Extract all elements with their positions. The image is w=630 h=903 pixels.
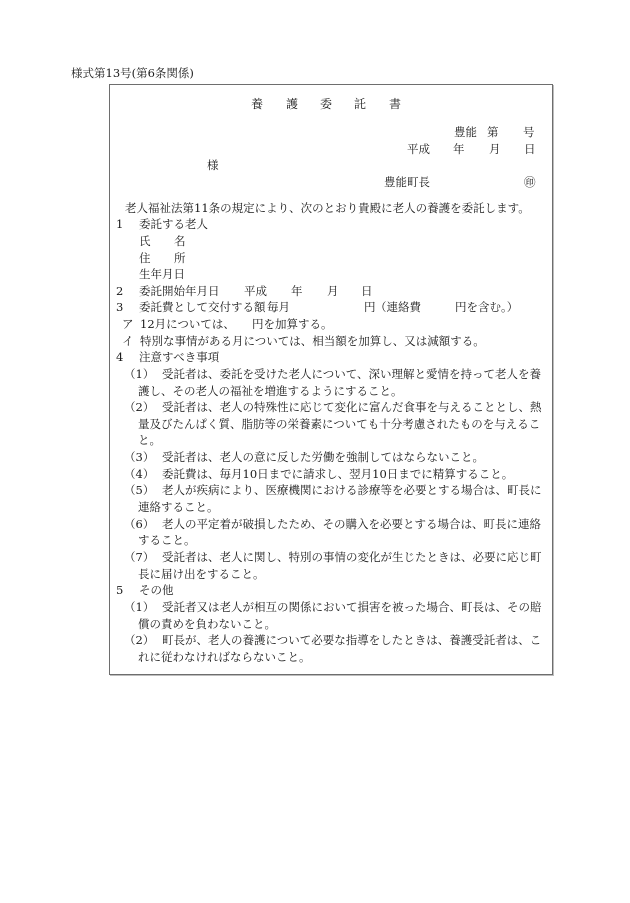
document-title-char: 託 — [354, 97, 367, 111]
issuer-name: 豊能町長 — [384, 175, 430, 189]
section-3b-mark: イ — [122, 334, 134, 348]
section-1-number: 1 — [116, 217, 124, 231]
section-3a-mark: ア — [122, 317, 134, 331]
section-5-item-line: 町長が、老人の養護について必要な指導をしたときは、養護受託者は、こ — [162, 633, 542, 647]
date-era: 平成 — [407, 142, 430, 156]
document-title-char: 書 — [389, 97, 402, 111]
section-2-year: 年 — [291, 284, 303, 298]
section-5-item-mark: （2） — [124, 633, 155, 647]
section-4-item-line: 長に届け出をすること。 — [138, 567, 265, 581]
section-4-item-line: 受託者は、老人の意に反した労働を強制してはならないこと。 — [162, 450, 484, 464]
section-3-contact-fee: （連絡費 — [375, 300, 421, 314]
section-4-item-line: と。 — [138, 433, 161, 447]
section-4-item-mark: （4） — [124, 467, 155, 481]
section-3-including: 円を含む。） — [455, 300, 519, 314]
section-4-item-line: 老人の平定着が破損したため、その購入を必要とする場合は、町長に連絡 — [162, 517, 542, 531]
section-3b-text: 特別な事情がある月については、相当額を加算し、又は減額する。 — [140, 334, 485, 348]
section-4-item-mark: （3） — [124, 450, 155, 464]
section-4-item-line: 受託者は、委託を受けた老人について、深い理解と愛情を持って老人を養 — [162, 367, 542, 381]
section-4-item-line: 委託費は、毎月10日までに請求し、翌月10日までに精算すること。 — [162, 467, 514, 481]
field-address-label-b: 所 — [174, 251, 186, 265]
addressee-suffix: 様 — [207, 158, 219, 172]
section-5-item-mark: （1） — [124, 600, 155, 614]
field-name-label-a: 氏 — [139, 234, 151, 248]
section-4-item-mark: （5） — [124, 483, 155, 497]
doc-number-go: 号 — [523, 125, 535, 139]
section-4-item-mark: （6） — [124, 517, 155, 531]
section-2-title: 委託開始年月日 — [139, 284, 220, 298]
section-5-title: その他 — [139, 583, 174, 597]
section-3-number: 3 — [116, 300, 124, 314]
section-4-item-line: 受託者は、老人の特殊性に応じて変化に富んだ食事を与えることとし、熱 — [162, 400, 542, 414]
section-4-title: 注意すべき事項 — [139, 350, 220, 364]
section-2-month: 月 — [327, 284, 339, 298]
section-3a-text: 12月については、 — [140, 317, 235, 331]
date-day: 日 — [524, 142, 536, 156]
section-4-item-mark: （2） — [124, 400, 155, 414]
doc-number-dai: 第 — [487, 125, 499, 139]
section-1-title: 委託する老人 — [139, 217, 208, 231]
section-5-item-line: れに従わなければならないこと。 — [138, 650, 311, 664]
section-2-day: 日 — [361, 284, 373, 298]
section-4-item-line: 受託者は、老人に関し、特別の事情の変化が生じたときは、必要に応じ町 — [162, 550, 542, 564]
form-number-label: 様式第13号(第6条関係) — [71, 66, 194, 80]
document-title-char: 護 — [286, 97, 299, 111]
section-3a-text2: 円を加算する。 — [252, 317, 333, 331]
doc-number-prefix: 豊能 — [454, 125, 477, 139]
section-4-item-line: 量及びたんぱく質、脂肪等の栄養素についても十分考慮されたものを与えるこ — [138, 417, 541, 431]
document-title-char: 養 — [251, 97, 264, 111]
section-5-number: 5 — [116, 583, 124, 597]
section-4-item-line: 護し、その老人の福祉を増進するようにすること。 — [138, 384, 403, 398]
section-3-title: 委託費として交付する額 — [139, 300, 266, 314]
seal-mark: ㊞ — [524, 175, 536, 189]
section-4-item-line: 老人が疾病により、医療機関における診療等を必要とする場合は、町長に — [162, 483, 542, 497]
section-4-item-mark: （1） — [124, 367, 155, 381]
section-3-monthly: 毎月 — [267, 300, 290, 314]
section-2-number: 2 — [116, 284, 124, 298]
intro-text: 老人福祉法第11条の規定により、次のとおり貴殿に老人の養護を委託します。 — [125, 201, 530, 215]
section-5-item-line: 償の責めを負わないこと。 — [138, 617, 276, 631]
section-4-item-line: すること。 — [138, 533, 196, 547]
section-5-item-line: 受託者又は老人が相互の関係において損害を被った場合、町長は、その賠 — [162, 600, 542, 614]
section-4-item-line: 連絡すること。 — [138, 500, 219, 514]
field-name-label-b: 名 — [174, 234, 186, 248]
field-address-label-a: 住 — [139, 251, 151, 265]
field-birthdate-label: 生年月日 — [139, 267, 185, 281]
date-year: 年 — [453, 142, 465, 156]
section-4-item-mark: （7） — [124, 550, 155, 564]
document-title-char: 委 — [320, 97, 333, 111]
date-month: 月 — [489, 142, 501, 156]
section-4-number: 4 — [116, 350, 124, 364]
section-2-era: 平成 — [244, 284, 267, 298]
section-3-yen: 円 — [364, 300, 376, 314]
